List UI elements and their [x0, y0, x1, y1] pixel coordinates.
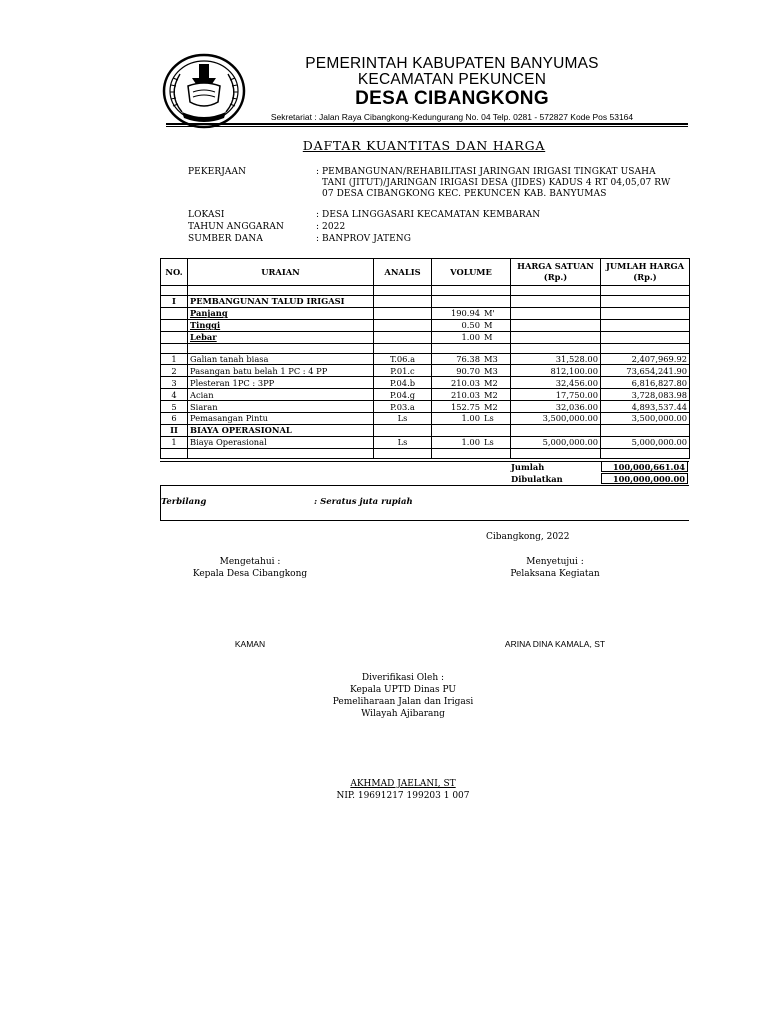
- place-date: Cibangkong, 2022: [486, 532, 570, 542]
- info-value: 2022: [322, 222, 346, 232]
- info-value: PEMBANGUNAN/REHABILITASI JARINGAN IRIGASI TINGKAT USAHA TANI (JITUT)/JARINGAN IRIGASI DESA (JIDES) KADUS 4 RT 04,05,07 RW 07 DESA CIBANGKONG KEC. PEKUNCEN KAB. BANYUMAS: [322, 167, 671, 199]
- dimension-qty: 190.94: [450, 308, 480, 319]
- dibulatkan-value: 100,000,000.00: [601, 473, 688, 484]
- table-row-item: [161, 365, 690, 377]
- item-qty: 76.38: [456, 354, 480, 364]
- item-qty: 152.75: [450, 401, 480, 412]
- right-sign-caption: Menyetujui :: [526, 557, 584, 567]
- dimension-volume: [432, 331, 511, 343]
- dimension-volume: [432, 307, 511, 319]
- item-total: 3,728,083.98: [601, 389, 690, 401]
- dimension-label: Lebar: [188, 331, 374, 343]
- header-harga-satuan: HARGA SATUAN (Rp.): [511, 259, 601, 286]
- item-volume: [432, 353, 511, 365]
- table-row-item: [161, 353, 690, 365]
- item-no: 6: [161, 413, 188, 425]
- dibulatkan-label: Dibulatkan: [511, 474, 563, 484]
- jumlah-label: Jumlah: [511, 462, 545, 472]
- dimension-label: Panjang: [188, 307, 374, 319]
- item-total: 3,500,000.00: [601, 413, 690, 425]
- info-colon: :: [316, 167, 320, 177]
- table-row-spacer: [161, 448, 690, 458]
- item-unit: M2: [484, 389, 498, 400]
- item-qty: 210.03: [450, 377, 480, 388]
- info-key: LOKASI: [188, 210, 225, 220]
- item-unit: Ls: [484, 413, 494, 424]
- item-desc: Acian: [188, 389, 374, 401]
- item-no: 1: [161, 436, 188, 448]
- table-row-item: [161, 413, 690, 425]
- info-colon: :: [316, 222, 320, 232]
- section-title: PEMBANGUNAN TALUD IRIGASI: [188, 296, 374, 308]
- info-colon: :: [316, 234, 320, 244]
- verify-caption: Diverifikasi Oleh :: [361, 673, 445, 683]
- header-volume: VOLUME: [432, 259, 511, 286]
- item-analis: P.03.a: [374, 401, 432, 413]
- table-row-item: [161, 436, 690, 448]
- table-row-dimension: [161, 307, 690, 319]
- table-row-item: [161, 401, 690, 413]
- info-value: BANPROV JATENG: [322, 234, 412, 244]
- item-qty: 210.03: [450, 389, 480, 400]
- item-qty: 1.00: [461, 413, 480, 424]
- item-desc: Plesteran 1PC : 3PP: [188, 377, 374, 389]
- terbilang-label: Terbilang: [161, 497, 207, 507]
- jumlah-value: 100,000,661.04: [601, 461, 688, 472]
- left-sign-caption: Mengetahui :: [219, 557, 281, 567]
- dimension-unit: M: [484, 320, 493, 331]
- left-sign-name: KAMAN: [234, 639, 266, 649]
- item-unit: M3: [484, 354, 498, 364]
- item-total: 4,893,537.44: [601, 401, 690, 413]
- info-value: DESA LINGGASARI KECAMATAN KEMBARAN: [322, 210, 541, 220]
- table-row-item: [161, 389, 690, 401]
- item-volume: [432, 413, 511, 425]
- table-row-spacer: [161, 286, 690, 296]
- left-sign-role: Kepala Desa Cibangkong: [192, 569, 308, 579]
- verify-line2: Pemeliharaan Jalan dan Irigasi: [332, 697, 474, 707]
- terbilang-left-border: [160, 486, 161, 521]
- quantity-price-table: [160, 258, 690, 459]
- item-volume: [432, 389, 511, 401]
- document-title: DAFTAR KUANTITAS DAN HARGA: [302, 138, 546, 153]
- item-volume: [432, 377, 511, 389]
- dimension-volume: [432, 319, 511, 331]
- item-price: 812,100.00: [511, 365, 601, 377]
- dimension-qty: 0.50: [461, 320, 480, 331]
- section-no: I: [161, 296, 188, 308]
- item-unit: Ls: [484, 437, 494, 448]
- item-desc: Biaya Operasional: [188, 436, 374, 448]
- item-analis: Ls: [374, 436, 432, 448]
- table-header-row: [161, 259, 690, 286]
- table-row-dimension: [161, 331, 690, 343]
- item-price: 3,500,000.00: [511, 413, 601, 425]
- item-unit: M3: [484, 365, 498, 376]
- item-price: 32,036.00: [511, 401, 601, 413]
- info-key: PEKERJAAN: [188, 167, 247, 177]
- item-price: 32,456.00: [511, 377, 601, 389]
- regency-emblem-icon: [162, 52, 246, 130]
- table-row-section: [161, 424, 690, 436]
- verify-nip: NIP. 19691217 199203 1 007: [336, 791, 470, 801]
- totals-bottom-rule: [160, 485, 689, 486]
- letterhead-rule-thin: [166, 126, 688, 127]
- letterhead-address: Sekretariat : Jalan Raya Cibangkong-Kedungurang No. 04 Telp. 0281 - 572827 Kode Pos 53164: [270, 112, 634, 122]
- info-colon: :: [316, 210, 320, 220]
- item-analis: P.04.b: [374, 377, 432, 389]
- section-no: II: [161, 424, 188, 436]
- item-price: 17,750.00: [511, 389, 601, 401]
- item-total: 6,816,827.80: [601, 377, 690, 389]
- dimension-label: Tinggi: [188, 319, 374, 331]
- section-title: BIAYA OPERASIONAL: [188, 424, 374, 436]
- terbilang-value: : Seratus juta rupiah: [314, 497, 413, 507]
- item-price: 5,000,000.00: [511, 436, 601, 448]
- item-qty: 1.00: [461, 437, 480, 448]
- table-row-section: [161, 296, 690, 308]
- item-volume: [432, 401, 511, 413]
- item-no: 5: [161, 401, 188, 413]
- header-no: NO.: [161, 259, 188, 286]
- item-analis: Ls: [374, 413, 432, 425]
- info-key: SUMBER DANA: [188, 234, 263, 244]
- letterhead: [248, 56, 656, 123]
- verify-line3: Wilayah Ajibarang: [361, 709, 445, 719]
- terbilang-rule: [160, 520, 689, 521]
- item-no: 4: [161, 389, 188, 401]
- header-analis: ANALIS: [374, 259, 432, 286]
- item-desc: Pasangan batu belah 1 PC : 4 PP: [188, 365, 374, 377]
- item-analis: P.04.g: [374, 389, 432, 401]
- item-qty: 90.70: [456, 365, 480, 376]
- verify-line1: Kepala UPTD Dinas PU: [350, 685, 456, 695]
- item-desc: Galian tanah biasa: [188, 353, 374, 365]
- dimension-unit: M: [484, 332, 493, 343]
- item-total: 73,654,241.90: [601, 365, 690, 377]
- table-row-dimension: [161, 319, 690, 331]
- right-sign-name: ARINA DINA KAMALA, ST: [504, 639, 606, 649]
- dimension-qty: 1.00: [461, 332, 480, 343]
- dimension-unit: M': [484, 308, 495, 319]
- item-analis: T.06.a: [374, 353, 432, 365]
- item-no: 3: [161, 377, 188, 389]
- item-price: 31,528.00: [511, 353, 601, 365]
- header-jumlah-harga: JUMLAH HARGA (Rp.): [601, 259, 690, 286]
- item-no: 1: [161, 353, 188, 365]
- letterhead-district: KECAMATAN PEKUNCEN: [357, 71, 547, 88]
- right-sign-role: Pelaksana Kegiatan: [510, 569, 600, 579]
- item-total: 2,407,969.92: [601, 353, 690, 365]
- item-volume: [432, 436, 511, 448]
- letterhead-village: DESA CIBANGKONG: [355, 88, 549, 109]
- item-volume: [432, 365, 511, 377]
- header-uraian: URAIAN: [188, 259, 374, 286]
- info-key: TAHUN ANGGARAN: [188, 222, 284, 232]
- table-row-item: [161, 377, 690, 389]
- item-no: 2: [161, 365, 188, 377]
- item-unit: M2: [484, 377, 498, 388]
- item-desc: Siaran: [188, 401, 374, 413]
- item-unit: M2: [484, 401, 498, 412]
- letterhead-rule-thick: [166, 123, 688, 125]
- item-analis: P.01.c: [374, 365, 432, 377]
- item-desc: Pemasangan Pintu: [188, 413, 374, 425]
- letterhead-government: PEMERINTAH KABUPATEN BANYUMAS: [305, 55, 599, 72]
- table-row-spacer: [161, 343, 690, 353]
- verify-name: AKHMAD JAELANI, ST: [350, 779, 456, 789]
- item-total: 5,000,000.00: [601, 436, 690, 448]
